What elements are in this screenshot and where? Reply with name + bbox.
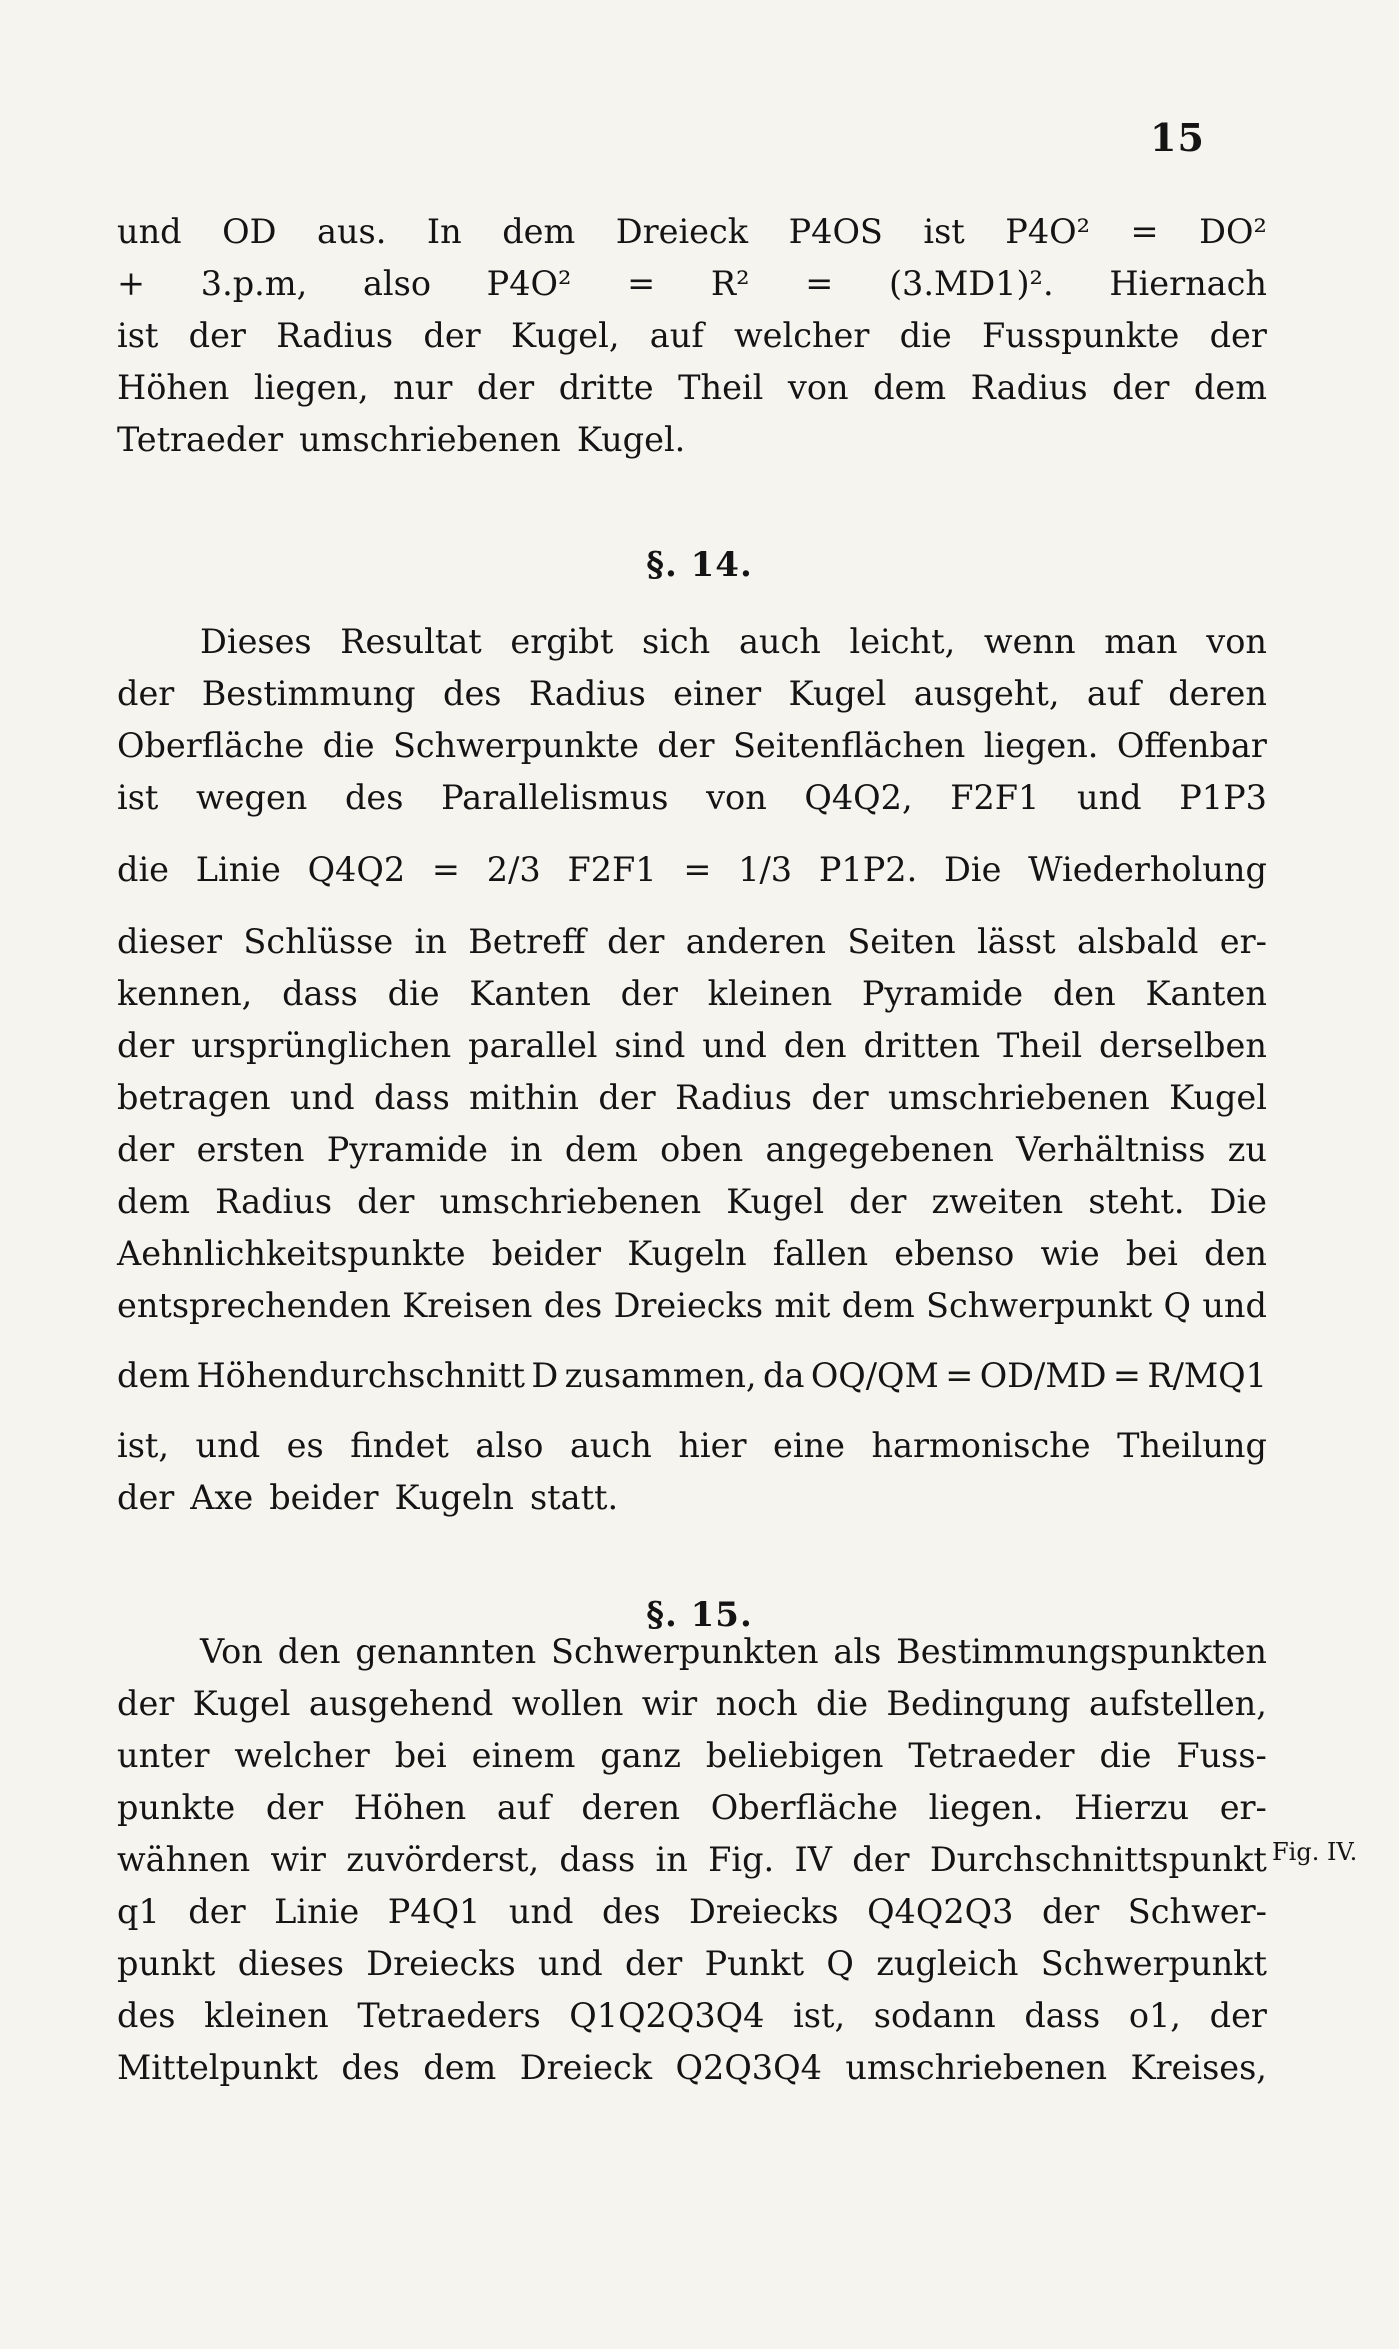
text-line-14-15: ist, und es findet also auch hier eine harmonische Theilung	[117, 1426, 1267, 1465]
text-line-14-7: kennen, dass die Kanten der kleinen Pyramide den Kanten	[117, 974, 1267, 1013]
text-line-15-6: q1 der Linie P4Q1 und des Dreiecks Q4Q2Q3 der Schwer-	[117, 1892, 1267, 1931]
text-line-15-8: des kleinen Tetraeders Q1Q2Q3Q4 ist, sodann dass o1, der	[117, 1996, 1267, 2035]
text-line-top-4: Höhen liegen, nur der dritte Theil von dem Radius der dem	[117, 368, 1267, 407]
text-line-14-12: Aehnlichkeitspunkte beider Kugeln fallen ebenso wie bei den	[117, 1234, 1267, 1273]
text-line-14-10: der ersten Pyramide in dem oben angegebenen Verhältniss zu	[117, 1130, 1267, 1169]
margin-note-fig: Fig. IV.	[1272, 1838, 1358, 1866]
text-line-15-4: punkte der Höhen auf deren Oberfläche liegen. Hierzu er-	[117, 1788, 1267, 1827]
text-line-15-7: punkt dieses Dreiecks und der Punkt Q zugleich Schwerpunkt	[117, 1944, 1267, 1983]
text-line-top-3: ist der Radius der Kugel, auf welcher die Fusspunkte der	[117, 316, 1267, 355]
text-line-14-14: dem Höhendurchschnitt D zusammen, da OQ/QM = OD/MD = R/MQ1	[117, 1356, 1267, 1395]
text-line-top-1: und OD aus. In dem Dreieck P4OS ist P4O² = DO²	[117, 212, 1267, 251]
text-line-14-8: der ursprünglichen parallel sind und den dritten Theil derselben	[117, 1026, 1267, 1065]
text-line-14-16: der Axe beider Kugeln statt.	[117, 1478, 619, 1517]
text-line-14-9: betragen und dass mithin der Radius der umschriebenen Kugel	[117, 1078, 1267, 1117]
page-number: 15	[1150, 115, 1205, 160]
text-line-14-4: ist wegen des Parallelismus von Q4Q2, F2F1 und P1P3	[117, 778, 1267, 817]
text-line-15-2: der Kugel ausgehend wollen wir noch die Bedingung aufstellen,	[117, 1684, 1267, 1723]
text-line-14-11: dem Radius der umschriebenen Kugel der zweiten steht. Die	[117, 1182, 1267, 1221]
text-line-15-3: unter welcher bei einem ganz beliebigen Tetraeder die Fuss-	[117, 1736, 1267, 1775]
text-line-14-2: der Bestimmung des Radius einer Kugel ausgeht, auf deren	[117, 674, 1267, 713]
text-line-top-5: Tetraeder umschriebenen Kugel.	[117, 420, 686, 459]
text-line-15-1: Von den genannten Schwerpunkten als Bestimmungspunkten	[200, 1632, 1267, 1671]
text-line-14-3: Oberfläche die Schwerpunkte der Seitenflächen liegen. Offenbar	[117, 726, 1267, 765]
text-line-15-5: wähnen wir zuvörderst, dass in Fig. IV der Durchschnittspunkt	[117, 1840, 1267, 1879]
text-line-14-13: entsprechenden Kreisen des Dreiecks mit dem Schwerpunkt Q und	[117, 1286, 1267, 1325]
text-line-15-9: Mittelpunkt des dem Dreieck Q2Q3Q4 umschriebenen Kreises,	[117, 2048, 1267, 2087]
section-heading-15: §. 15.	[646, 1595, 753, 1635]
text-line-14-1: Dieses Resultat ergibt sich auch leicht, wenn man von	[200, 622, 1267, 661]
text-line-top-2: + 3.p.m, also P4O² = R² = (3.MD1)². Hiernach	[117, 264, 1267, 303]
text-line-14-6: dieser Schlüsse in Betreff der anderen Seiten lässt alsbald er-	[117, 922, 1267, 961]
section-heading-14: §. 14.	[646, 545, 753, 585]
text-line-14-5: die Linie Q4Q2 = 2/3 F2F1 = 1/3 P1P2. Die Wiederholung	[117, 850, 1267, 889]
